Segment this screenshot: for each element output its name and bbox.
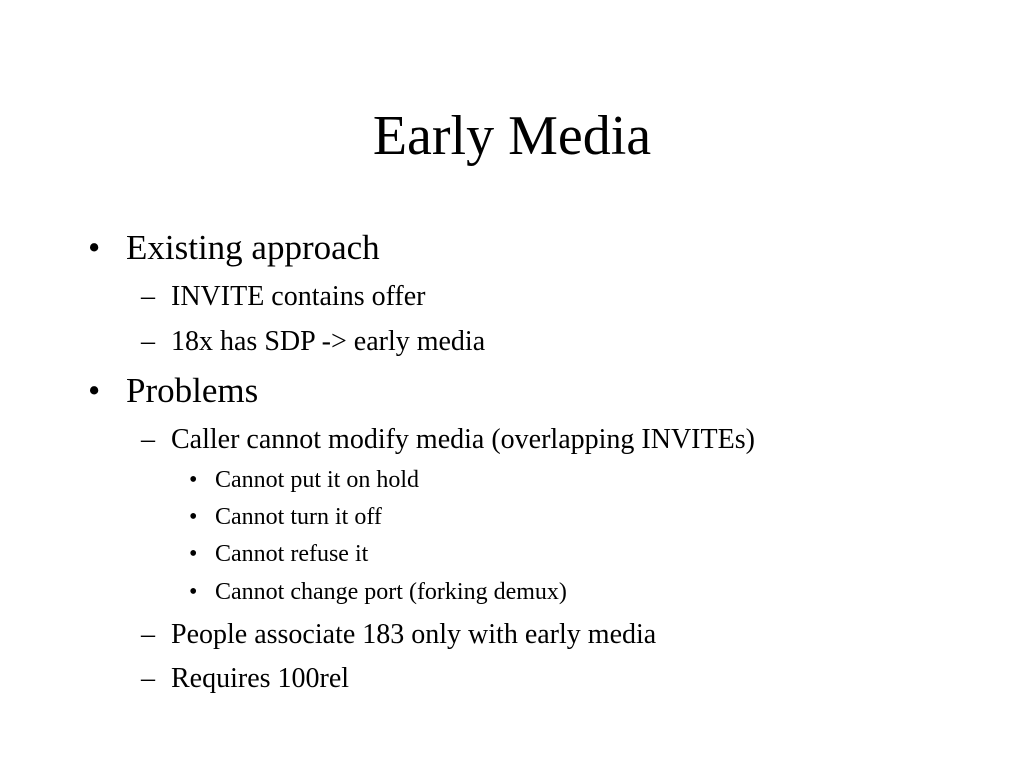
slide-title: Early Media [372, 105, 652, 167]
dash-marker: – [141, 663, 155, 694]
sub-bullet-text: 18x has SDP -> early media [171, 326, 486, 357]
small-bullet-marker: • [189, 504, 198, 530]
dash-marker: – [141, 424, 155, 455]
bullet-marker: • [88, 371, 101, 410]
bullet-marker: • [88, 228, 101, 267]
dash-marker: – [141, 281, 155, 312]
sub-sub-bullet-text: Cannot put it on hold [215, 467, 419, 493]
dash-marker: – [141, 619, 155, 650]
sub-sub-bullet-text: Cannot turn it off [215, 504, 382, 530]
small-bullet-marker: • [189, 579, 198, 605]
small-bullet-marker: • [189, 467, 198, 493]
sub-bullet-text: INVITE contains offer [171, 281, 426, 312]
sub-bullet-text: People associate 183 only with early media [171, 619, 657, 650]
sub-bullet-text: Caller cannot modify media (overlapping INVITEs) [171, 424, 755, 455]
small-bullet-marker: • [189, 541, 198, 567]
sub-sub-bullet-text: Cannot refuse it [215, 541, 369, 567]
bullet-text: Problems [126, 371, 259, 410]
sub-sub-bullet-text: Cannot change port (forking demux) [215, 579, 567, 605]
dash-marker: – [141, 326, 155, 357]
sub-bullet-text: Requires 100rel [171, 663, 350, 694]
bullet-text: Existing approach [126, 228, 380, 267]
